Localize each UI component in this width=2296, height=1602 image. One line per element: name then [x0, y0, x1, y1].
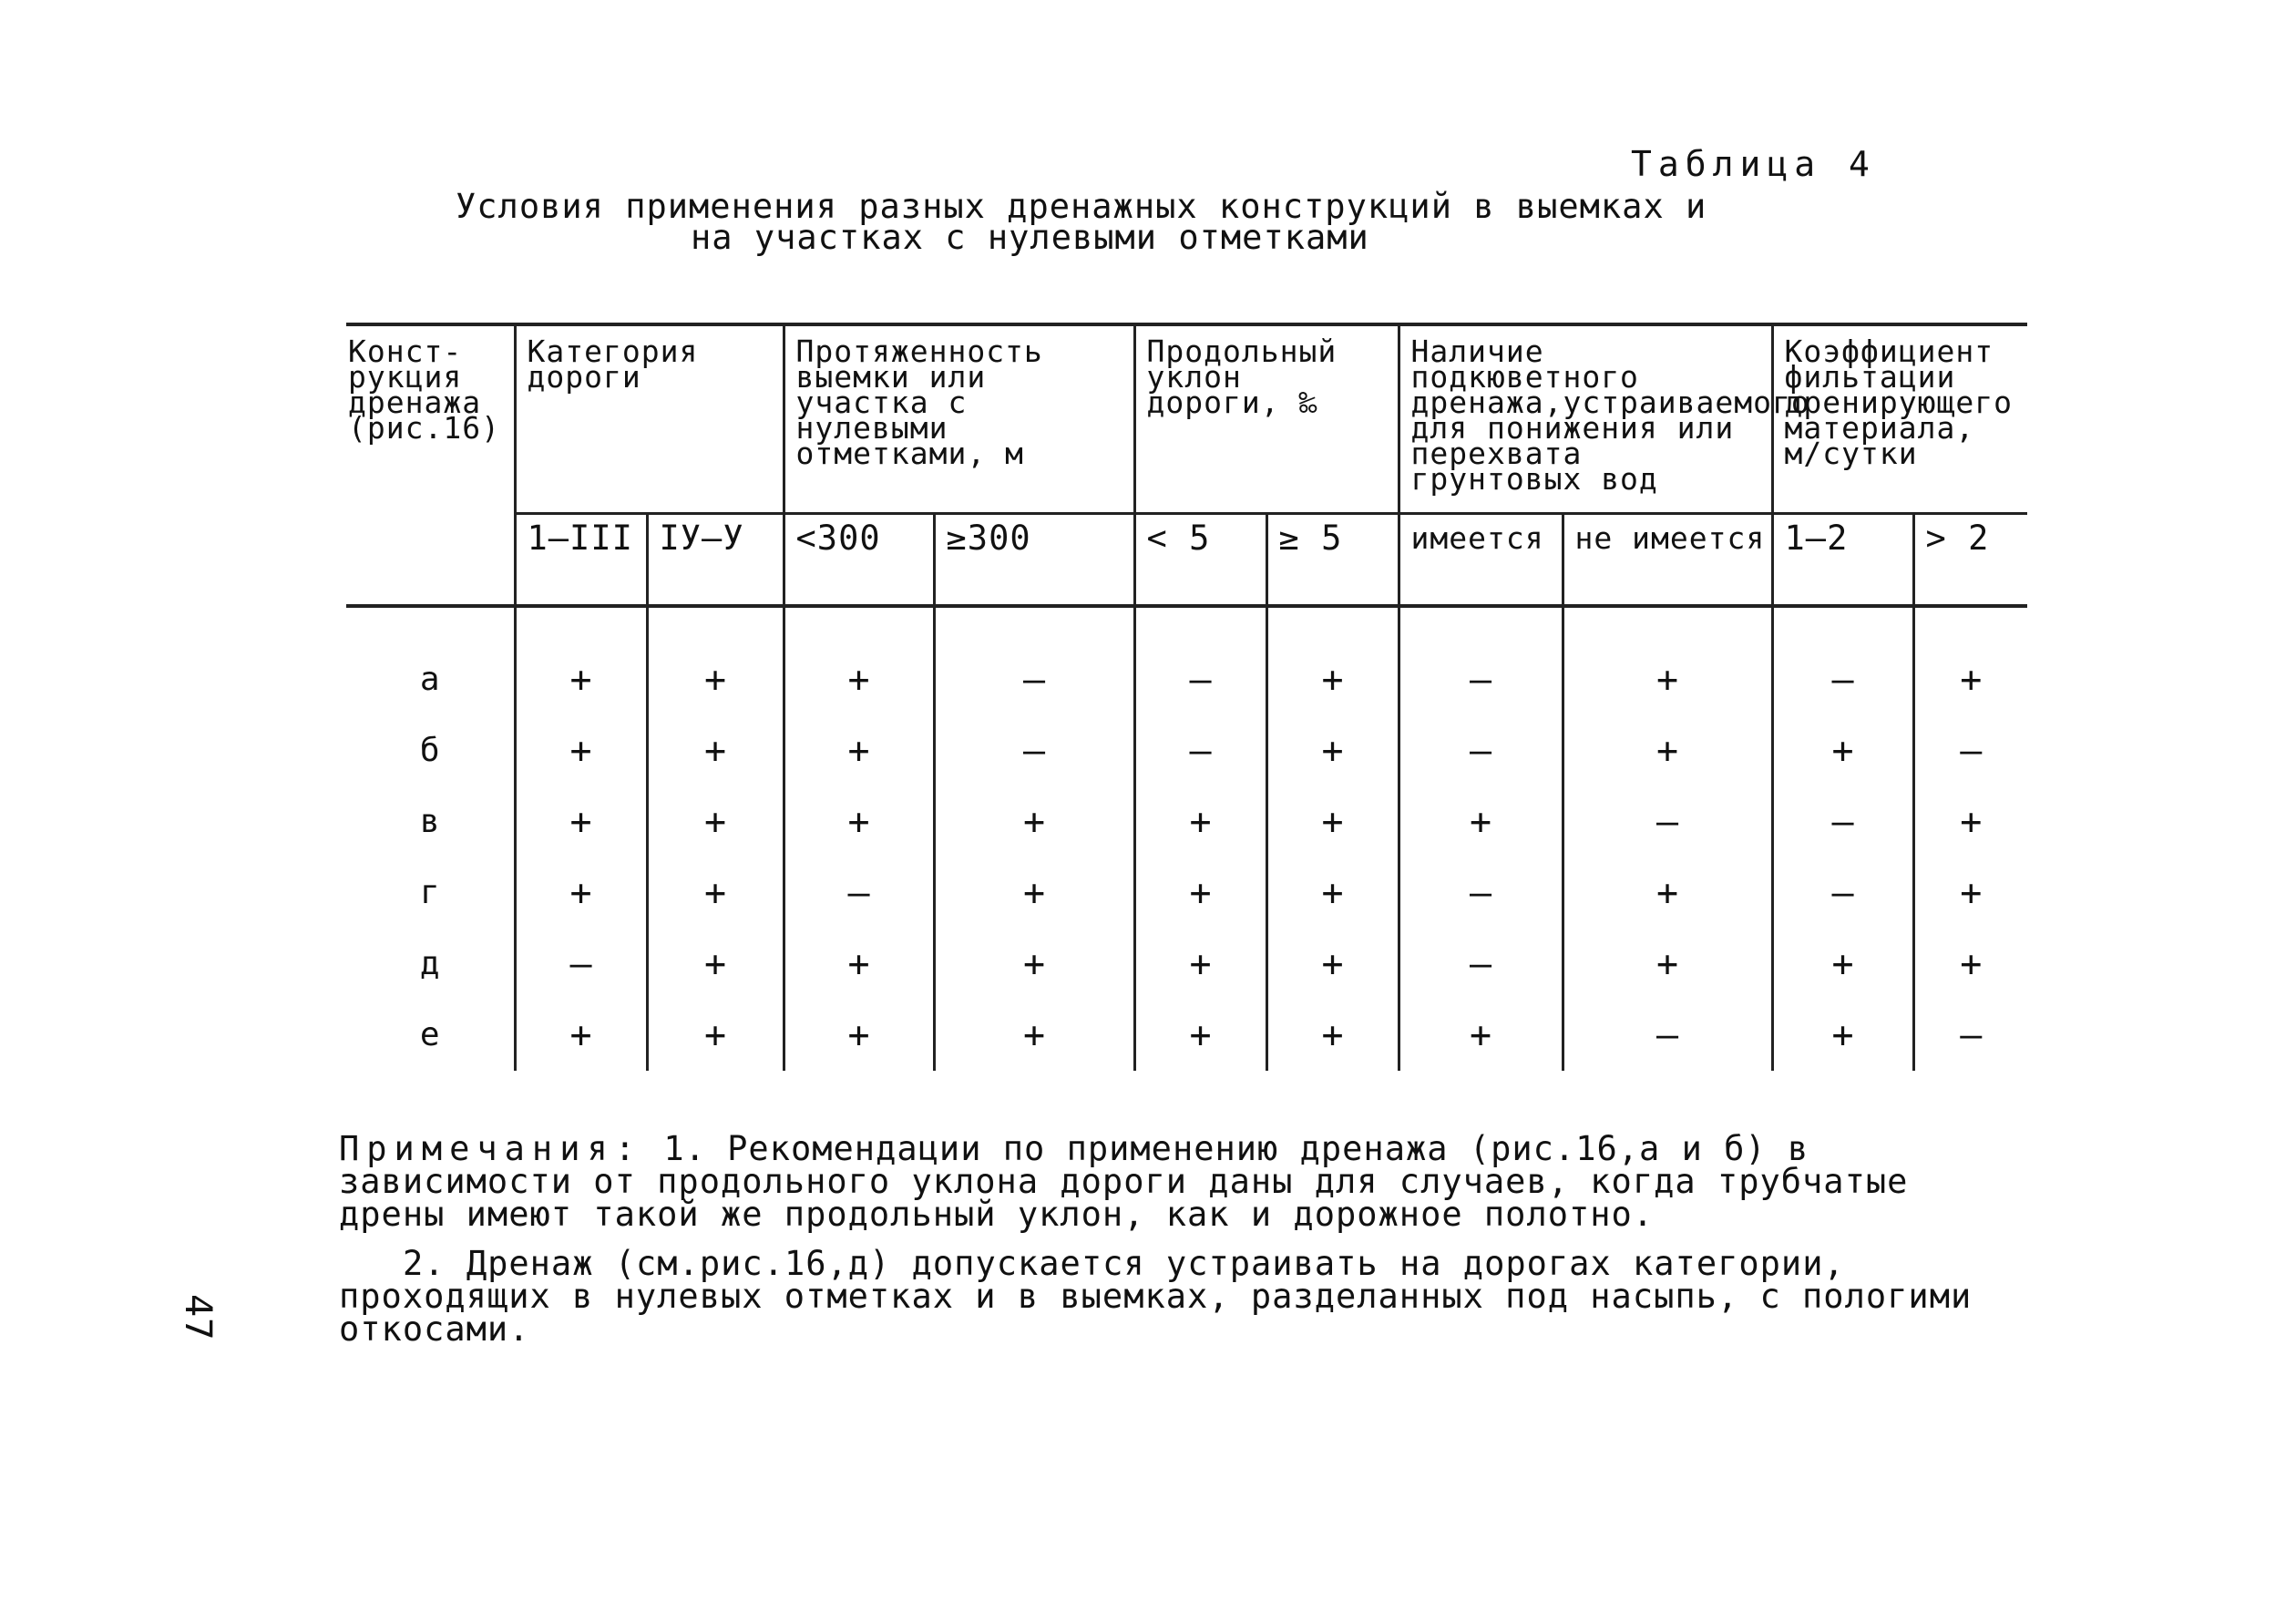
- table-row: [346, 786, 2027, 857]
- note-2: 2. Дренаж (см.рис.16,д) допускается устраивать на дорогах категории, проходящих в нулевых отметках и в выемках, разделанных под насыпь, с пологими откосами.: [339, 1244, 1973, 1349]
- table-cell: +: [1266, 1000, 1399, 1071]
- table-cell: +: [647, 606, 784, 715]
- table-cell: –: [934, 606, 1134, 715]
- subheader-coef-1-2: 1–2: [1772, 514, 1913, 607]
- header-road-category: Категория дороги: [515, 324, 784, 514]
- subheader-length-ge300: ≥300: [934, 514, 1134, 607]
- table-cell: –: [1399, 857, 1563, 929]
- table-cell: +: [515, 786, 647, 857]
- table-cell: +: [1913, 857, 2027, 929]
- table-cell: +: [784, 786, 934, 857]
- table-cell: –: [1399, 929, 1563, 1000]
- table-row: [346, 715, 2027, 786]
- table-title-line2: на участках с нулевыми отметками: [691, 218, 1369, 257]
- table-cell: +: [934, 929, 1134, 1000]
- table-cell: +: [1913, 606, 2027, 715]
- table-row: [346, 606, 2027, 715]
- table-cell: +: [647, 1000, 784, 1071]
- table-cell: –: [1399, 715, 1563, 786]
- header-length: Протяженность выемки или участка с нулевыми отметками, м: [784, 324, 1134, 514]
- table-cell: +: [1772, 929, 1913, 1000]
- table-cell: +: [1563, 857, 1772, 929]
- table-cell: +: [1913, 786, 2027, 857]
- note-1: [339, 1129, 2034, 1234]
- subheader-cat-1-3: 1–III: [515, 514, 647, 607]
- table-body: [346, 606, 2027, 1071]
- table-cell: +: [1913, 929, 2027, 1000]
- table-cell: –: [1913, 1000, 2027, 1071]
- table-cell: +: [515, 857, 647, 929]
- table-cell: +: [1563, 929, 1772, 1000]
- subheader-slope-ge5: ≥ 5: [1266, 514, 1399, 607]
- subheader-cat-4-5: IУ–У: [647, 514, 784, 607]
- table-cell: –: [1913, 715, 2027, 786]
- table-cell: +: [784, 715, 934, 786]
- table-cell: +: [1266, 857, 1399, 929]
- table-cell: –: [1134, 715, 1266, 786]
- table-cell: +: [647, 715, 784, 786]
- row-label: г: [419, 874, 440, 911]
- table-cell: –: [1134, 606, 1266, 715]
- row-label: а: [419, 661, 440, 698]
- table-cell: +: [1563, 606, 1772, 715]
- table-cell: +: [1772, 1000, 1913, 1071]
- subheader-drainage-yes: имеется: [1399, 514, 1563, 607]
- table-cell: +: [784, 929, 934, 1000]
- table-cell: –: [1772, 857, 1913, 929]
- note-1-text: 1. Рекомендации по применению дренажа (рис.16,а и б) в зависимости от продольного уклона дороги даны для случаев, когда трубчатые дрены имеют такой же продольный уклон, как и дорожное полотно.: [339, 1129, 1909, 1234]
- table-cell: +: [1266, 606, 1399, 715]
- table-row: [346, 929, 2027, 1000]
- table-cell: +: [784, 1000, 934, 1071]
- table-cell: –: [1772, 786, 1913, 857]
- table-cell: –: [934, 715, 1134, 786]
- table-cell: +: [934, 1000, 1134, 1071]
- table-cell: +: [647, 786, 784, 857]
- table-cell: +: [515, 606, 647, 715]
- table-cell: +: [1134, 929, 1266, 1000]
- table-cell: +: [934, 786, 1134, 857]
- table-cell: –: [1563, 786, 1772, 857]
- subheader-coef-gt2: > 2: [1913, 514, 2027, 607]
- table-row: [346, 1000, 2027, 1071]
- table-cell: –: [1772, 606, 1913, 715]
- row-label: б: [419, 732, 440, 769]
- table-title-line1: Условия применения разных дренажных конструкций в выемках и: [456, 187, 1707, 226]
- header-drainage: Наличие подкюветного дренажа,устраиваемого для понижения или перехвата грунтовых вод: [1399, 324, 1772, 514]
- table-cell: +: [1134, 857, 1266, 929]
- page-number: 47: [177, 1294, 219, 1340]
- table-cell: +: [647, 857, 784, 929]
- table-cell: +: [1134, 786, 1266, 857]
- table-row: [346, 857, 2027, 929]
- table-cell: +: [515, 715, 647, 786]
- table-title: [456, 187, 1932, 257]
- header-coefficient: Коэффициент фильтации дренирующего материала, м/сутки: [1772, 324, 2027, 514]
- row-label: д: [419, 945, 440, 982]
- table-cell: +: [1399, 1000, 1563, 1071]
- subheader-slope-lt5: < 5: [1134, 514, 1266, 607]
- table-cell: +: [1563, 715, 1772, 786]
- notes-prefix: Примечания:: [339, 1129, 643, 1168]
- table-cell: +: [515, 1000, 647, 1071]
- table-cell: –: [1399, 606, 1563, 715]
- table-cell: +: [647, 929, 784, 1000]
- subheader-length-lt300: <300: [784, 514, 934, 607]
- table-cell: +: [1399, 786, 1563, 857]
- header-construction: Конст-рукция дренажа (рис.16): [346, 324, 515, 606]
- subheader-drainage-no: не имеется: [1563, 514, 1772, 607]
- table-cell: –: [515, 929, 647, 1000]
- table-cell: +: [1772, 715, 1913, 786]
- header-slope: Продольный уклон дороги, ‰: [1134, 324, 1399, 514]
- table-cell: –: [784, 857, 934, 929]
- table-cell: +: [1134, 1000, 1266, 1071]
- table-cell: +: [1266, 786, 1399, 857]
- notes: [339, 1129, 2034, 1349]
- drainage-table: [346, 323, 2027, 1071]
- table-cell: +: [1266, 715, 1399, 786]
- table-cell: –: [1563, 1000, 1772, 1071]
- table-cell: +: [1266, 929, 1399, 1000]
- table-label: Таблица 4: [1631, 144, 1876, 184]
- table-cell: +: [934, 857, 1134, 929]
- table-cell: +: [784, 606, 934, 715]
- row-label: е: [419, 1016, 440, 1053]
- row-label: в: [419, 803, 440, 840]
